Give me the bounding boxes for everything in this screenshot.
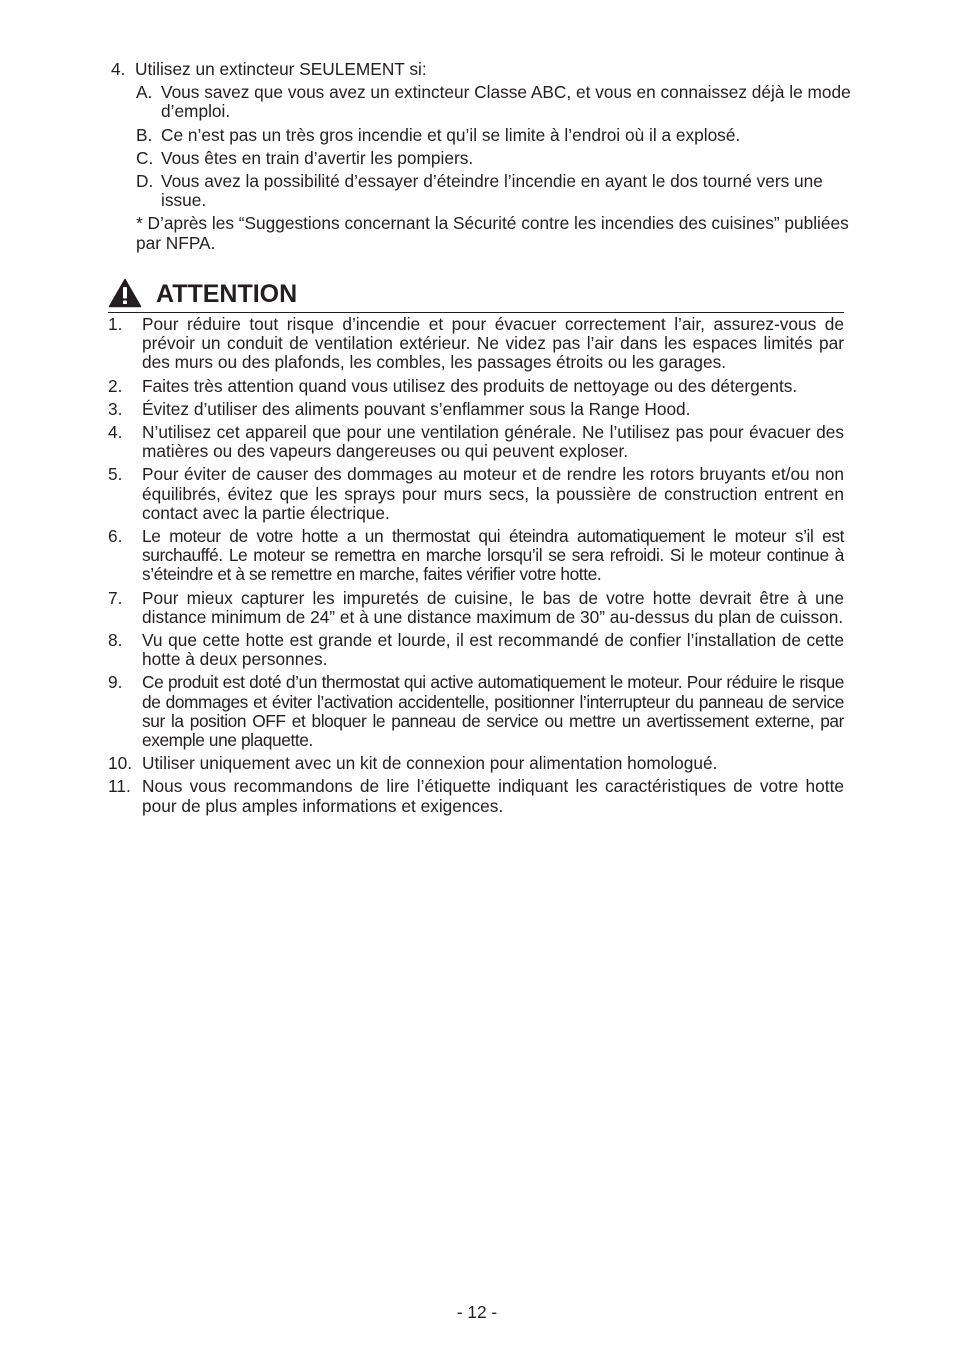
condition-text: Vous avez la possibilité d’essayer d’éteindre l’incendie en ayant le dos tourné vers une issue. <box>161 171 823 211</box>
condition-letter: C. <box>136 147 154 168</box>
item-text: N’utilisez cet appareil que pour une ventilation générale. Ne l’utilisez pas pour évacuer des matières ou des vapeurs dangereuses ou qui peuvent exploser. <box>142 422 844 462</box>
item-number: 9. <box>108 672 123 693</box>
attention-title: ATTENTION <box>156 280 298 308</box>
item-number: 4. <box>108 422 123 443</box>
page-number: - 12 - <box>456 1302 498 1322</box>
condition-text: Vous savez que vous avez un extincteur Classe ABC, et vous en connaissez déjà le mode d’emploi. <box>161 82 851 122</box>
item-number: 2. <box>108 375 123 396</box>
condition-text: Ce n’est pas un très gros incendie et qu’il se limite à l’endroi où il a explosé. <box>161 124 741 145</box>
section-4-title: Utilisez un extincteur SEULEMENT si: <box>135 59 427 79</box>
item-text: Pour éviter de causer des dommages au moteur et de rendre les rotors bruyants et/ou non équilibrés, évitez que les sprays pour murs secs, la poussière de construction entrent en contact avec la partie électrique. <box>142 464 844 523</box>
list-item <box>108 754 844 773</box>
list-item <box>108 423 844 461</box>
list-item <box>108 777 844 815</box>
item-text: Pour réduire tout risque d’incendie et pour évacuer correctement l’air, assurez-vous de prévoir un conduit de ventilation extérieur. Ne videz pas l’air dans les espaces limités par des murs ou des plafonds, les combles, les passages étroits ou les garages. <box>142 314 844 373</box>
item-number: 11. <box>108 776 131 797</box>
list-item <box>108 589 844 627</box>
list-item <box>108 631 844 669</box>
attention-list <box>108 315 844 820</box>
item-number: 10. <box>108 753 133 774</box>
condition-item-b <box>111 126 851 145</box>
list-item <box>108 527 844 585</box>
list-item <box>108 465 844 523</box>
condition-letter: B. <box>136 124 153 145</box>
list-item <box>108 673 844 750</box>
item-text: Pour mieux capturer les impuretés de cuisine, le bas de votre hotte devrait être à une distance minimum de 24” et à une distance maximum de 30” au-dessus du plan de cuisson. <box>142 587 844 627</box>
condition-item-a <box>111 83 851 121</box>
list-item <box>108 400 844 419</box>
item-number: 6. <box>108 526 123 547</box>
item-text: Nous vous recommandons de lire l’étiquette indiquant les caractéristiques de votre hotte pour de plus amples informations et exigences. <box>142 776 844 816</box>
item-text: Faites très attention quand vous utilisez des produits de nettoyage ou des détergents. <box>142 375 798 396</box>
item-number: 3. <box>108 398 123 419</box>
condition-letter: A. <box>136 82 153 103</box>
condition-item-c <box>111 149 851 168</box>
fire-extinguisher-section <box>111 60 851 253</box>
condition-letter: D. <box>136 171 154 192</box>
item-text: Utiliser uniquement avec un kit de connexion pour alimentation homologué. <box>142 753 718 774</box>
item-number: 7. <box>108 587 123 608</box>
item-number: 5. <box>108 464 123 485</box>
item-number: 8. <box>108 630 123 651</box>
section-4-number: 4. <box>111 59 126 79</box>
item-text: Ce produit est doté d’un thermostat qui active automatiquement le moteur. Pour réduire le risque de dommages et éviter l’activation accidentelle, positionner l’interrupteur du panneau de service sur la position OFF et bloquer le panneau de service ou mettre un avertissement externe, par exemple une plaquette. <box>142 672 844 751</box>
list-item <box>108 377 844 396</box>
item-text: Vu que cette hotte est grande et lourde, il est recommandé de confier l’installation de cette hotte à deux personnes. <box>142 630 844 670</box>
item-number: 1. <box>108 314 123 334</box>
nfpa-footnote: * D’après les “Suggestions concernant la Sécurité contre les incendies des cuisines” publiées par NFPA. <box>136 213 849 253</box>
attention-heading <box>108 276 844 313</box>
condition-item-d <box>111 172 851 210</box>
list-item <box>108 315 844 373</box>
condition-text: Vous êtes en train d’avertir les pompiers. <box>161 147 474 168</box>
item-text: Évitez d’utiliser des aliments pouvant s’enflammer sous la Range Hood. <box>142 398 691 419</box>
section-4-heading <box>111 60 851 79</box>
item-text: Le moteur de votre hotte a un thermostat qui éteindra automatiquement le moteur s’il est surchauffé. Le moteur se remettra en marche lorsqu’il se sera refroidi. Si le moteur continue à s’éteindre et à se remettre en marche, faites vérifier votre hotte. <box>142 526 844 585</box>
